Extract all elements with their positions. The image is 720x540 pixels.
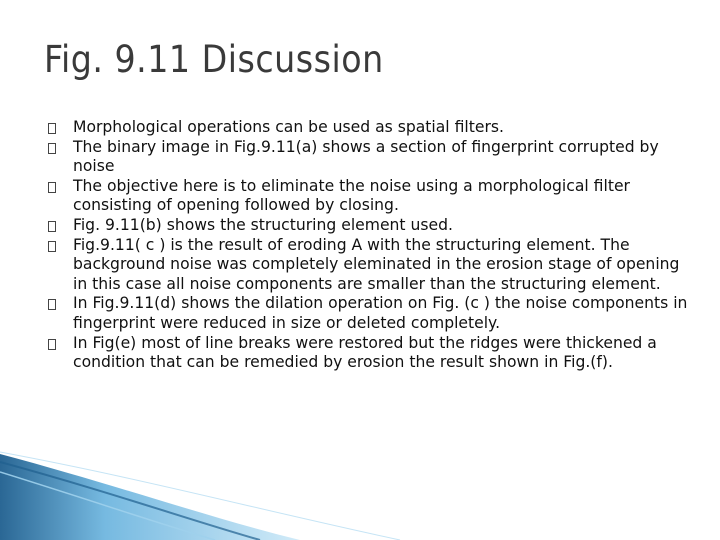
bullet-text: In Fig(e) most of line breaks were restored but the ridges were thickened a condition that can be remedied by erosion the result shown in Fig.(f). [73,333,657,372]
bullet-text: In Fig.9.11(d) shows the dilation operation on Fig. (c ) the noise components in fingerprint were reduced in size or deleted completely. [73,294,688,332]
bullet-box-icon [48,241,56,252]
bullet-item [48,294,688,333]
bullet-item [48,216,688,236]
bullet-item [48,138,688,177]
decorative-swoosh [0,448,720,540]
slide-title: Fig. 9.11 Discussion [44,38,384,81]
bullet-item [48,118,688,138]
bullet-box-icon [48,299,56,310]
bullet-item [48,334,688,373]
bullet-list [48,118,688,373]
bullet-item [48,236,688,295]
bullet-text: Fig. 9.11(b) shows the structuring element used. [73,215,453,234]
bullet-box-icon [48,143,56,154]
bullet-text: Morphological operations can be used as spatial filters. [73,118,504,136]
bullet-text: Fig.9.11( c ) is the result of eroding A with the structuring element. The background noise was completely eleminated in the erosion stage of opening in this case all noise components are smaller than the structuring element. [73,235,680,293]
bullet-text: The objective here is to eliminate the noise using a morphological filter consisting of opening followed by closing. [73,176,630,215]
bullet-box-icon [48,339,56,350]
bullet-item [48,177,688,216]
bullet-box-icon [48,221,56,232]
bullet-box-icon [48,182,56,193]
bullet-box-icon [48,123,56,134]
bullet-text: The binary image in Fig.9.11(a) shows a section of fingerprint corrupted by noise [73,137,659,176]
